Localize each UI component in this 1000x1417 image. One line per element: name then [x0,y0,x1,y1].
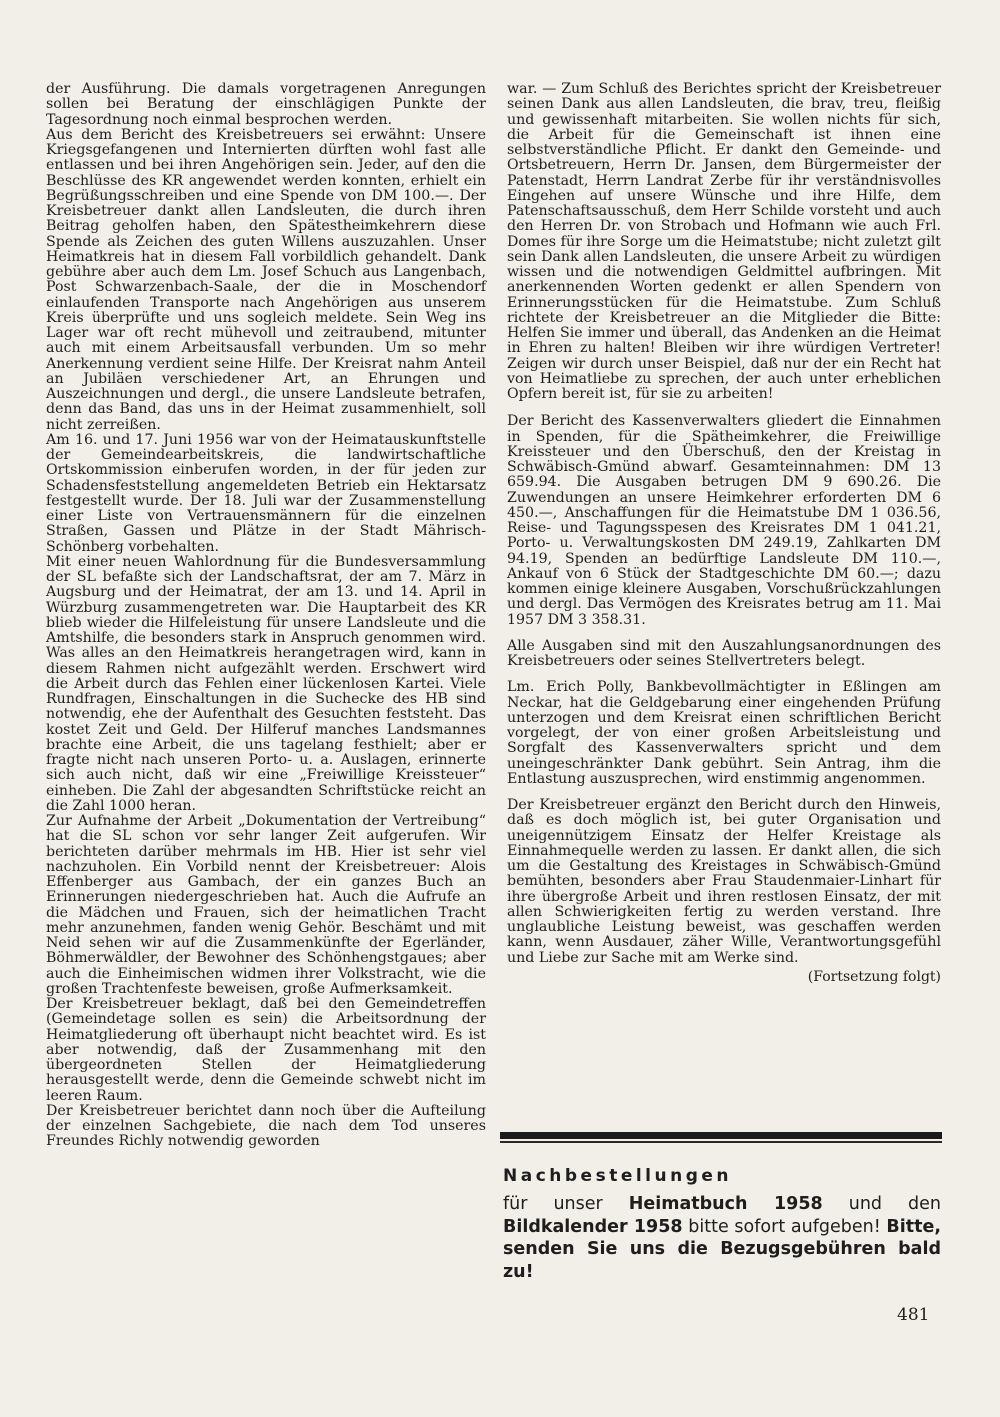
page-number: 481 [897,1305,930,1325]
paragraph: Der Kreisbetreuer beklagt, daß bei den Gemeindetreffen (Gemeindetage sollen es sein) die Arbeitsordnung der Heimatgliederung oft überhaupt nicht beachtet wird. Es ist aber notwendig, daß der Zusammenhang mit den übergeordneten Stellen der Heimatgliederung herausgestellt werde, denn die Gemeinde schwebt nicht im leeren Raum. [46,996,486,1104]
continued-note: (Fortsetzung folgt) [807,968,941,985]
paragraph: Alle Ausgaben sind mit den Auszahlungsanordnungen des Kreisbetreuers oder seines Stellvertreters belegt. [507,637,941,669]
paragraph: war. — Zum Schluß des Berichtes spricht der Kreisbetreuer seinen Dank aus allen Landsleuten, die brav, treu, fleißig und gewissenhaft mitarbeiten. Sie wollen nichts für sich, die Arbeit für die Gemeinschaft ist ihnen eine selbstverständliche Pflicht. Er dankt den Gemeinde- und Ortsbetreuern, Herrn Dr. Jansen, dem Bürgermeister der Patenstadt, Herrn Landrat Zerbe für ihr verständnisvolles Eingehen auf unsere Wünsche und ihre Hilfe, dem Patenschaftsausschuß, dem Herr Schilde vorsteht und auch den Herren Dr. von Strobach und Hofmann wie auch Frl. Domes für ihre Sorge um die Heimatstube; nicht zuletzt gilt sein Dank allen Landsleuten, die unsere Arbeit zu würdigen wissen und die notwendigen Geldmittel aufbringen. Mit anerkennenden Worten gedenkt er allen Spendern von Erinnerungsstücken für die Heimatstube. Zum Schluß richtete der Kreisbetreuer an die Mitglieder die Bitte: Helfen Sie immer und überall, das Andenken an die Heimat in Ehren zu halten! Bleiben wir ihre würdigen Vertreter! Zeigen wir durch unser Beispiel, daß nur der ein Recht hat von Heimatliebe zu sprechen, der auch unter erheblichen Opfern bereit ist, für sie zu arbeiten! [507,81,941,402]
ad-bold-part: Bitte, senden Sie uns die Bezugsgebühren bald zu! [503,1216,941,1282]
paragraph: Der Bericht des Kassenverwalters gliedert die Einnahmen in Spenden, für die Spätheimkehrer, die Freiwillige Kreissteuer und den Überschuß, den der Kreistag in Schwäbisch-Gmünd abwarf. Gesamteinnahmen: DM 13 659.94. Die Ausgaben betrugen DM 9 690.26. Die Zuwendungen an unsere Heimkehrer erforderten DM 6 450.—, Anschaffungen für die Heimatstube DM 1 036.56, Reise- und Tagungsspesen des Kreisrates DM 1 041.21, Porto- u. Verwaltungskosten DM 249.19, Zahlkarten DM 94.19, Spenden an bedürftige Landsleute DM 110.—, Ankauf von 6 Stück der Stadtgeschichte DM 60.—; dazu kommen einige kleinere Ausgaben, Vorschußrückzahlungen und dergl. Das Vermögen des Kreisrates betrug am 11. Mai 1957 DM 3 358.31. [507,413,941,628]
ad-text [503,1193,941,1283]
paragraph: Der Kreisbetreuer ergänzt den Bericht durch den Hinweis, daß es doch möglich ist, bei guter Organisation und uneigennützigem Einsatz der Helfer Kreistage als Einnahmequelle werden zu lassen. Er dankt allen, die sich um die Gestaltung des Kreistages in Schwäbisch-Gmünd bemühten, besonders aber Frau Staudenmaier-Linhart für ihre übergroße Arbeit und ihren restlosen Einsatz, der mit allen Schwierigkeiten fertig zu werden verstand. Ihre unglaubliche Leistung beweist, was geschaffen werden kann, wenn Ausdauer, zäher Wille, Verantwortungsgefühl und Liebe zur Sache mit am Werke sind. [507,797,941,966]
advertisement-box [503,1166,941,1283]
left-column [46,82,486,1150]
paragraph: Zur Aufnahme der Arbeit „Dokumentation der Vertreibung“ hat die SL schon vor sehr langer Zeit aufgerufen. Wir berichteten darüber mehrmals im HB. Hier ist sehr viel nachzuholen. Ein Vorbild nennt der Kreisbetreuer: Alois Effenberger aus Gambach, der ein ganzes Buch an Erinnerungen niedergeschrieben hat. Auch die Aufrufe an die Mädchen und Frauen, sich der heimatlichen Tracht mehr anzunehmen, fanden wenig Gehör. Beschämt und mit Neid sehen wir auf die Zusammenkünfte der Egerländer, Böhmerwäldler, der Bewohner des Schönhengstgaues; aber auch die Einheimischen widmen ihrer Volkstracht, wie die großen Trachtenfeste beweisen, große Aufmerksamkeit. [46,813,486,997]
right-column [507,82,941,999]
ad-heading: Nachbestellungen [503,1166,733,1186]
separator-rule [500,1132,942,1139]
ad-bold-part: Bildkalender 1958 [503,1216,683,1237]
ad-text-part: für unser [503,1194,629,1214]
paragraph: Mit einer neuen Wahlordnung für die Bundesversammlung der SL befaßte sich der Landschaftsrat, der am 7. März in Augsburg und der Heimatrat, der am 13. und 14. April in Würzburg zusammengetreten war. Die Hauptarbeit des KR blieb wieder die Hilfeleistung für unsere Landsleute und die Amtshilfe, die besonders stark in Anspruch genommen wird. Was alles an den Heimatkreis herangetragen wird, kann in diesem Rahmen nicht aufgezählt werden. Erschwert wird die Arbeit durch das Fehlen einer lückenlosen Kartei. Viele Rundfragen, Einschaltungen in die Suchecke des HB sind notwendig, ehe der Aufenthalt des Gesuchten feststeht. Das kostet Zeit und Geld. Der Hilferuf manches Landsmannes brachte eine Arbeit, die uns tagelang festhielt; aber er fragte nicht nach unseren Porto- u. a. Auslagen, erinnerte sich auch nicht, daß wir eine „Freiwillige Kreissteuer“ einheben. Die Zahl der abgesandten Schriftstücke reicht an die Zahl 1000 heran. [46,553,486,814]
ad-text-part: und den [822,1194,941,1214]
ad-bold-part: Heimatbuch 1958 [628,1194,823,1214]
paragraph: Lm. Erich Polly, Bankbevollmächtigter in Eßlingen am Neckar, hat die Geldgebarung einer eingehenden Prüfung unterzogen und dem Kreisrat einen schriftlichen Bericht vorgelegt, der von einer großen Arbeitsleistung und Sorgfalt des Kassenverwalters spricht und dem uneingeschränkter Dank gebührt. Sein Antrag, ihm die Entlastung auszusprechen, wird enstimmig angenommen. [507,679,941,787]
paragraph: der Ausführung. Die damals vorgetragenen Anregungen sollen bei Beratung der einschlägigen Punkte der Tagesordnung noch einmal besprochen werden. [46,81,486,128]
paragraph: Der Kreisbetreuer berichtet dann noch über die Aufteilung der einzelnen Sachgebiete, die nach dem Tod unseres Freundes Richly notwendig geworden [46,1102,486,1150]
paragraph: Aus dem Bericht des Kreisbetreuers sei erwähnt: Unsere Kriegsgefangenen und Internierten dürften wohl fast alle entlassen und bei ihren Angehörigen sein. Jeder, auf den die Beschlüsse des KR angewendet werden konnten, erhielt ein Begrüßungsschreiben und eine Spende von DM 100.—. Der Kreisbetreuer dankt allen Landsleuten, die durch ihren Beitrag geholfen haben, den Spätestheimkehrern diese Spende als Zeichen des guten Willens auszuzahlen. Unser Heimatkreis hat in diesem Fall vorbildlich gehandelt. Dank gebühre aber auch dem Lm. Josef Schuch aus Langenbach, Post Schwarzenbach-Saale, der die in Moschendorf einlaufenden Transporte nach Angehörigen aus unserem Kreis überprüfte und uns sogleich meldete. Sein Weg ins Lager war oft recht mühevoll und zeitraubend, mitunter auch mit einem Arbeitsausfall verbunden. Um so mehr Anerkennung verdient seine Hilfe. Der Kreisrat nahm Anteil an Jubiläen verschiedener Art, an Ehrungen und Auszeichnungen und dergl., die unsere Landsleute betrafen, denn das Band, das uns in der Heimat zusammenhielt, soll nicht zerreißen. [46,126,486,433]
paragraph: Am 16. und 17. Juni 1956 war von der Heimatauskunftstelle der Gemeindearbeitskreis, die landwirtschaftliche Ortskommission einberufen worden, in der für jeden zur Schadensfeststellung angemeldeten Betrieb ein Hektarsatz festgestellt wurde. Der 18. Juli war der Zusammenstellung einer Liste von Vertrauensmännern für die einzelnen Straßen, Gassen und Plätze in der Stadt Mährisch-Schönberg vorbehalten. [46,431,486,555]
ad-text-part: bitte sofort aufgeben! [682,1216,887,1237]
